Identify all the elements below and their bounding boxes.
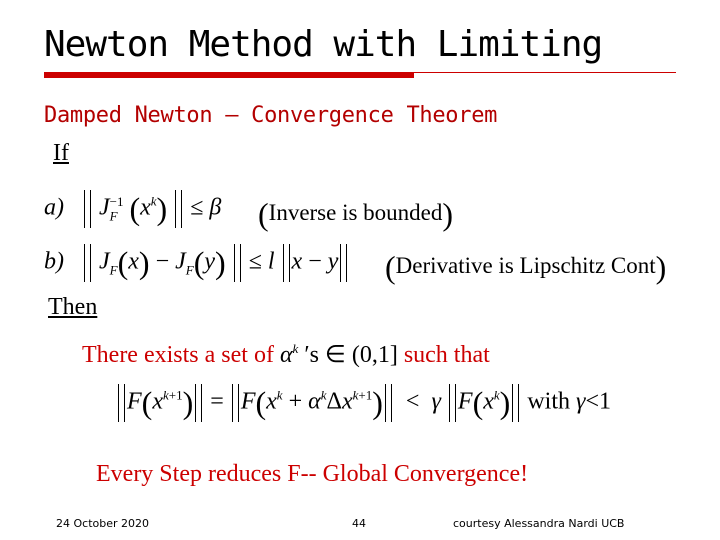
- if-label: If: [53, 140, 69, 166]
- gamma-condition: <1: [585, 388, 612, 415]
- statement-text: There exists a set of: [82, 342, 274, 368]
- condition-a-formula: a) $J_F^{-1}$ $(x^k) \le \beta$: [44, 190, 222, 227]
- condition-b-letter: b): [44, 248, 64, 275]
- statement-tail: such that: [403, 342, 490, 368]
- descent-inequality: $F(x^{k+1}) = F(x^k + \alpha^k\Delta x^{k+1}) < \gamma$ $F(x^k)$ with γ<1: [116, 384, 611, 422]
- footer-page-number: 44: [352, 517, 366, 530]
- title-underline-thin: [414, 72, 676, 73]
- conclusion-text: Every Step reduces F-- Global Convergence!: [96, 461, 529, 487]
- condition-b-note: (Derivative is Lipschitz Cont): [385, 249, 667, 285]
- statement-line: There exists a set of $\alpha^k$ ′s ∈ (0,1] such that: [82, 341, 490, 368]
- condition-a-letter: a): [44, 194, 64, 221]
- title-underline-thick: [44, 72, 414, 78]
- footer-credit: courtesy Alessandra Nardi UCB: [453, 517, 625, 530]
- footer-date: 24 October 2020: [56, 517, 150, 530]
- slide-title: Newton Method with Limiting: [44, 24, 603, 65]
- slide-subtitle: Damped Newton – Convergence Theorem: [44, 103, 498, 128]
- then-label: Then: [48, 294, 98, 320]
- condition-b-formula: b) $J_F(x) - J_F(y) \le l$ x − y: [44, 244, 349, 282]
- interval-text: (0,1]: [351, 342, 398, 368]
- with-text: with: [527, 388, 570, 415]
- condition-a-note: (Inverse is bounded): [258, 196, 454, 232]
